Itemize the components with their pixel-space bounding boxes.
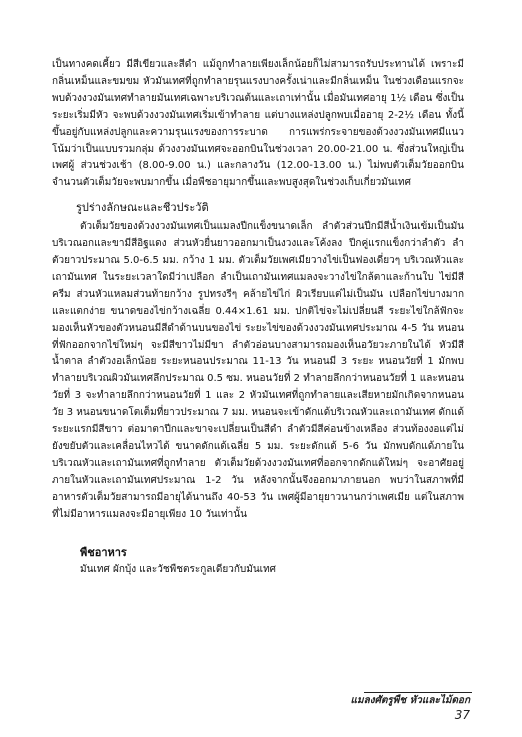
paragraph-intro: เป็นทางคดเคี้ยว มีสีเขียวและสีดำ แม้ถูกทำลายเพียงเล็กน้อยก็ไม่สามารถรับประทานได้ เพราะมีกลิ่นเหม็นและขมขม หัวมันเทศที่ถูกทำลายรุนแรงบางครั้งเน่าและมีกลิ่นเหม็น ในช่วงเดือนแรกจะพบด้วงงวงมันเทศทำลายมันเทศเฉพาะบริเวณต้นและเถาเท่านั้น เมื่อมันเทศอายุ 1½ เดือน ซึ่งเป็นระยะเริ่มมีหัว จะพบด้วงงวงมันเทศเริ่มเข้าทำลาย แต่บางแหล่งปลูกพบเมื่ออายุ 2-2½ เดือน ทั้งนี้ขึ้นอยู่กับแหล่งปลูกและความรุนแรงของการระบาด การแพร่กระจายของด้วงงวงมันเทศมีแนวโน้มว่าเป็นแบบรวมกลุ่ม ด้วงงวงมันเทศจะออกบินในช่วงเวลา 20.00-21.00 น. ซึ่งส่วนใหญ่เป็นเพศผู้ ส่วนช่วงเช้า (8.00-9.00 น.) และกลางวัน (12.00-13.00 น.) ไม่พบตัวเต็มวัยออกบิน จำนวนตัวเต็มวัยจะพบมากขึ้น เมื่อพืชอายุมากขึ้นและพบสูงสุดในช่วงเก็บเกี่ยวมันเทศ <box>52 59 464 189</box>
paragraph-host-plants: มันเทศ ผักบุ้ง และวัชพืชตระกูลเดียวกับมันเทศ <box>80 564 277 576</box>
section-heading-host-plants: พืชอาหาร <box>80 546 127 560</box>
page-number: 37 <box>454 708 470 722</box>
paragraph-morphology: ตัวเต็มวัยของด้วงงวงมันเทศเป็นแมลงปีกแข็งขนาดเล็ก ลำตัวส่วนปีกมีสีน้ำเงินเข้มเป็นมันบริเวณอกและขามีสีอิฐแดง ส่วนหัวยื่นยาวออกมาเป็นงวงและโค้งลง ปีกคู่แรกแข็งกว่าลำตัว ลำตัวยาวประมาณ 5.0-6.5 มม. กว้าง 1 มม. ตัวเต็มวัยเพศเมียวางไข่เป็นฟองเดี่ยวๆ บริเวณหัวและเถามันเทศ ในระยะเวลาใดมีว่าเปลือก ลำเป็นเถามันเทศแมลงจะวางไข่ใกล้ตาและก้านใบ ไข่มีสีครีม ส่วนหัวแหลมส่วนท้ายกว้าง รูปทรงรีๆ คล้ายไข่ไก่ ผิวเรียบแต่ไม่เป็นมัน เปลือกไข่บางมากและแตกง่าย ขนาดของไข่กว้างเฉลี่ย 0.44×1.61 มม. ปกติไข่จะไม่เปลี่ยนสี ระยะไข่ใกล้ฟักจะมองเห็นหัวของตัวหนอนมีสีดำด้านบนของไข่ ระยะไข่ของด้วงงวงมันเทศประมาณ 4-5 วัน หนอนที่ฟักออกจากไข่ใหม่ๆ จะมีสีขาวไม่มีขา ลำตัวอ่อนบางสามารถมองเห็นอวัยวะภายในได้ หัวมีสีน้ำตาล ลำตัวงอเล็กน้อย ระยะหนอนประมาณ 11-13 วัน หนอนมี 3 ระยะ หนอนวัยที่ 1 มักพบทำลายบริเวณผิวมันเทศลึกประมาณ 0.5 ซม. หนอนวัยที่ 2 ทำลายลึกกว่าหนอนวัยที่ 1 และหนอนวัยที่ 3 จะทำลายลึกกว่าหนอนวัยที่ 1 และ 2 หัวมันเทศที่ถูกทำลายและเสียหายมักเกิดจากหนอนวัย 3 หนอนขนาดโตเต็มที่ยาวประมาณ 7 มม. หนอนจะเข้าดักแด้บริเวณหัวและเถามันเทศ ดักแด้ระยะแรกมีสีขาว ต่อมาตาปีกและขาจะเปลี่ยนเป็นสีดำ ลำตัวมีสีค่อนข้างเหลือง ส่วนท้องงอแต่ไม่ยังขยับตัวและเคลื่อนไหวได้ ขนาดดักแด้เฉลี่ย 5 มม. ระยะดักแด้ 5-6 วัน มักพบดักแด้ภายในบริเวณหัวและเถามันเทศที่ถูกทำลาย ตัวเต็มวัยด้วงงวงมันเทศที่ออกจากดักแด้ใหม่ๆ จะอาศัยอยู่ภายในหัวและเถามันเทศประมาณ 1-2 วัน หลังจากนั้นจึงออกมาภายนอก พบว่าในสภาพที่มีอาหารตัวเต็มวัยสามารถมีอายุได้นานถึง 40-53 วัน เพศผู้มีอายุยาวนานกว่าเพศเมีย แต่ในสภาพที่ไม่มีอาหารแมลงจะมีอายุเพียง 10 วันเท่านั้น <box>52 221 464 520</box>
document-body <box>52 57 464 579</box>
section-heading-morphology: รูปร่างลักษณะและชีวประวัติ <box>76 201 209 215</box>
running-footer-title: แมลงศัตรูพืช หัวและไม้ดอก <box>350 695 470 706</box>
